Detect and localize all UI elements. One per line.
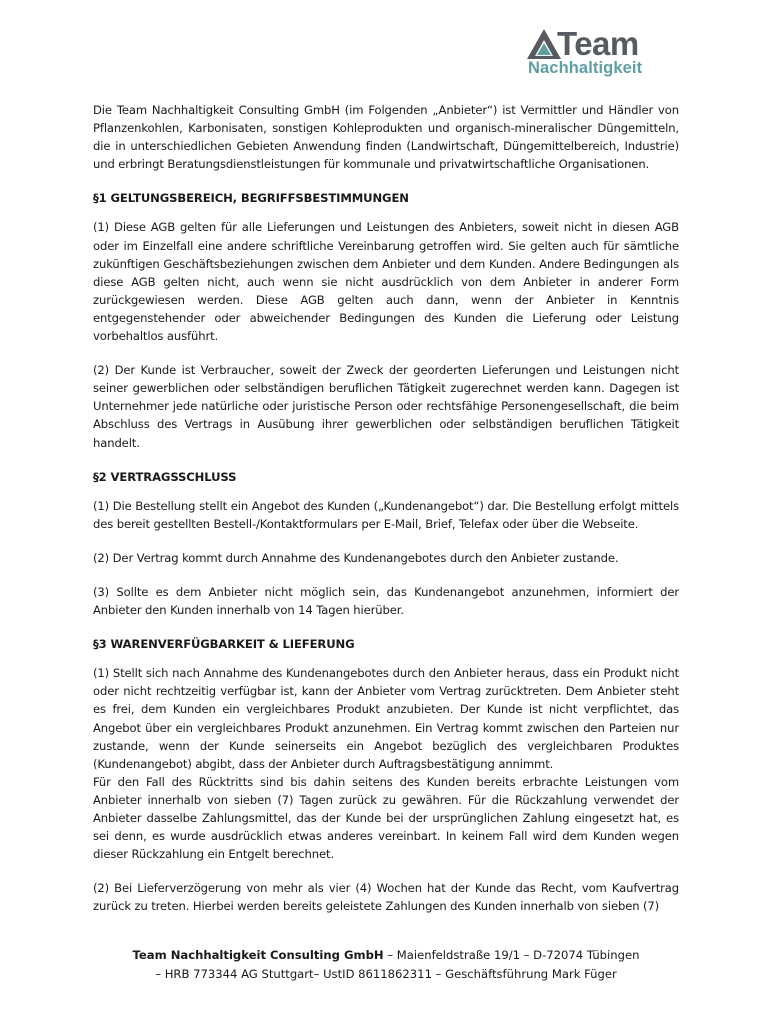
section-heading: §3 WARENVERFÜGBARKEIT & LIEFERUNG — [93, 637, 355, 652]
document-body — [93, 101, 679, 931]
section-heading: §1 GELTUNGSBEREICH, BEGRIFFSBESTIMMUNGEN — [93, 191, 409, 206]
footer-company: Team Nachhaltigkeit Consulting GmbH — [132, 948, 384, 962]
paragraph: Für den Fall des Rücktritts sind bis dahin seitens des Kunden bereits erbrachte Leistungen vom Anbieter innerhalb von sieben (7) Tagen zurück zu gewähren. Für die Rückzahlung verwendet der Anbieter dasselbe Zahlungsmittel, das der Kunde bei der ursprünglichen Zahlung eingesetzt hat, es sei denn, es wurde ausdrücklich etwas anderes vereinbart. In keinem Fall wird dem Kunden wegen dieser Rückzahlung ein Entgelt berechnet. — [93, 774, 679, 862]
intro-paragraph: Die Team Nachhaltigkeit Consulting GmbH (im Folgenden „Anbieter“) ist Vermittler und Händler von Pflanzenkohlen, Karbonisaten, sonstigen Kohleprodukten und organisch-mineralischer Düngemitteln, die in unterschiedlichen Gebieten Anwendung finden (Landwirtschaft, Düngemittelbereich, Industrie) und erbringt Beratungsdienstleistungen für kommunale und privatwirtschaftliche Organisationen. — [93, 103, 679, 172]
logo-subtitle: Nachhaltigkeit — [528, 59, 643, 77]
section-heading: §2 VERTRAGSSCHLUSS — [93, 469, 237, 484]
paragraph: (2) Der Kunde ist Verbraucher, soweit der Zweck der georderten Lieferungen und Leistungen nicht seiner gewerblichen oder selbständigen beruflichen Tätigkeit zugerechnet werden kann. Dagegen ist Unternehmer jede natürliche oder juristische Person oder rechtsfähige Personengesellschaft, die beim Abschluss des Vertrags in Ausübung ihrer gewerblichen oder selbständigen beruflichen Tätigkeit handelt. — [93, 363, 679, 450]
footer-line-2: – HRB 773344 AG Stuttgart– UstID 8611862311 – Geschäftsführung Mark Füger — [155, 966, 617, 981]
footer-line-1 — [93, 946, 679, 965]
paragraph: (2) Bei Lieferverzögerung von mehr als vier (4) Wochen hat der Kunde das Recht, vom Kaufvertrag zurück zu treten. Hierbei werden bereits geleistete Zahlungen des Kunden innerhalb von sieben (7) — [93, 881, 679, 914]
paragraph: (3) Sollte es dem Anbieter nicht möglich sein, das Kundenangebot anzunehmen, informiert der Anbieter den Kunden innerhalb von 14 Tagen hierüber. — [93, 584, 679, 618]
company-logo — [527, 26, 677, 78]
paragraph: (1) Diese AGB gelten für alle Lieferungen und Leistungen des Anbieters, soweit nicht in diesen AGB oder im Einzelfall eine andere schriftliche Vereinbarung getroffen wird. Sie gelten auch für sämtliche zukünftigen Geschäftsbeziehungen zwischen dem Anbieter und dem Kunden. Andere Bedingungen als diese AGB gelten nicht, auch wenn sie nicht ausdrücklich von dem Anbieter in anderer Form zurückgewiesen werden. Diese AGB gelten auch dann, wenn der Anbieter in Kenntnis entgegenstehender oder abweichender Bedingungen des Kunden die Lieferung oder Leistung vorbehaltlos ausführt. — [93, 220, 679, 344]
paragraph: (1) Stellt sich nach Annahme des Kundenangebotes durch den Anbieter heraus, dass ein Produkt nicht oder nicht rechtzeitig verfügbar ist, kann der Anbieter vom Vertrag zurücktreten. Dem Anbieter steht es frei, dem Kunden ein vergleichbares Produkt anzubieten. Der Kunde ist nicht verpflichtet, das Angebot über ein vergleichbares Produkt anzunehmen. Ein Vertrag kommt zwischen den Parteien nur zustande, wenn der Kunde seinerseits ein Angebot bezüglich des vergleichbaren Produktes (Kundenangebot) abgibt, dass der Anbieter durch Auftragsbestätigung annimmt. — [93, 666, 679, 771]
paragraph: (2) Der Vertrag kommt durch Annahme des Kundenangebotes durch den Anbieter zustande. — [93, 550, 619, 565]
page-footer — [93, 946, 679, 983]
footer-address: – Maienfeldstraße 19/1 – D-72074 Tübingen — [383, 948, 640, 962]
paragraph: (1) Die Bestellung stellt ein Angebot des Kunden („Kundenangebot“) dar. Die Bestellung erfolgt mittels des bereit gestellten Bestell-/Kontaktformulars per E-Mail, Brief, Telefax oder über die Webseite. — [93, 498, 679, 531]
triangle-logo-icon — [527, 29, 561, 59]
logo-title: Team — [557, 25, 639, 62]
